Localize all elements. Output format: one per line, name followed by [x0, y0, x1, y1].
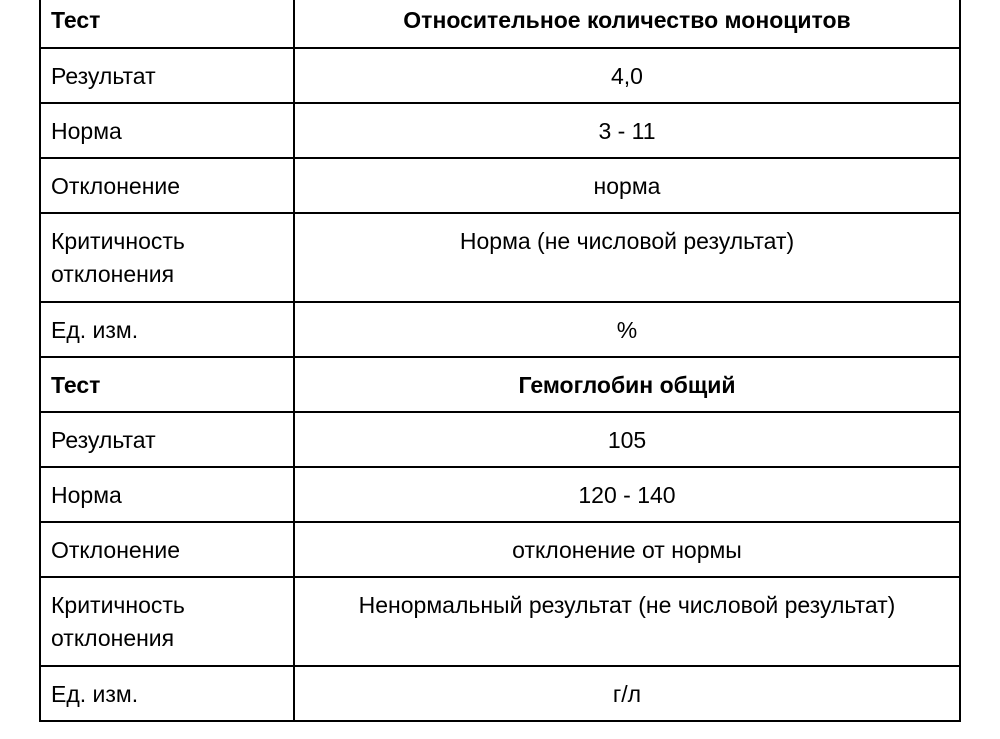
- table-row: [40, 302, 960, 357]
- row-label: Тест: [40, 0, 294, 48]
- table-row: [40, 467, 960, 522]
- table-row-test-header: [40, 0, 960, 48]
- table-row: [40, 577, 960, 666]
- criticality-value: Норма (не числовой результат): [294, 213, 960, 302]
- row-label: Результат: [40, 412, 294, 467]
- deviation-value: отклонение от нормы: [294, 522, 960, 577]
- test-name: Гемоглобин общий: [294, 357, 960, 412]
- norm-value: 120 - 140: [294, 467, 960, 522]
- row-label: Ед. изм.: [40, 666, 294, 721]
- table-row-test-header: [40, 357, 960, 412]
- criticality-value: Ненормальный результат (не числовой результат): [294, 577, 960, 666]
- row-label: Ед. изм.: [40, 302, 294, 357]
- unit-value: %: [294, 302, 960, 357]
- table-row: [40, 158, 960, 213]
- table-row: [40, 48, 960, 103]
- row-label: Норма: [40, 467, 294, 522]
- row-label: Результат: [40, 48, 294, 103]
- lab-results-table: [39, 0, 961, 722]
- row-label: Тест: [40, 357, 294, 412]
- table-row: [40, 522, 960, 577]
- norm-value: 3 - 11: [294, 103, 960, 158]
- test-name: Относительное количество моноцитов: [294, 0, 960, 48]
- table-row: [40, 412, 960, 467]
- row-label: Критичность отклонения: [40, 213, 294, 302]
- table-row: [40, 666, 960, 721]
- row-label: Норма: [40, 103, 294, 158]
- deviation-value: норма: [294, 158, 960, 213]
- result-value: 4,0: [294, 48, 960, 103]
- row-label: Отклонение: [40, 522, 294, 577]
- unit-value: г/л: [294, 666, 960, 721]
- table-row: [40, 213, 960, 302]
- table-row: [40, 103, 960, 158]
- row-label: Критичность отклонения: [40, 577, 294, 666]
- result-value: 105: [294, 412, 960, 467]
- row-label: Отклонение: [40, 158, 294, 213]
